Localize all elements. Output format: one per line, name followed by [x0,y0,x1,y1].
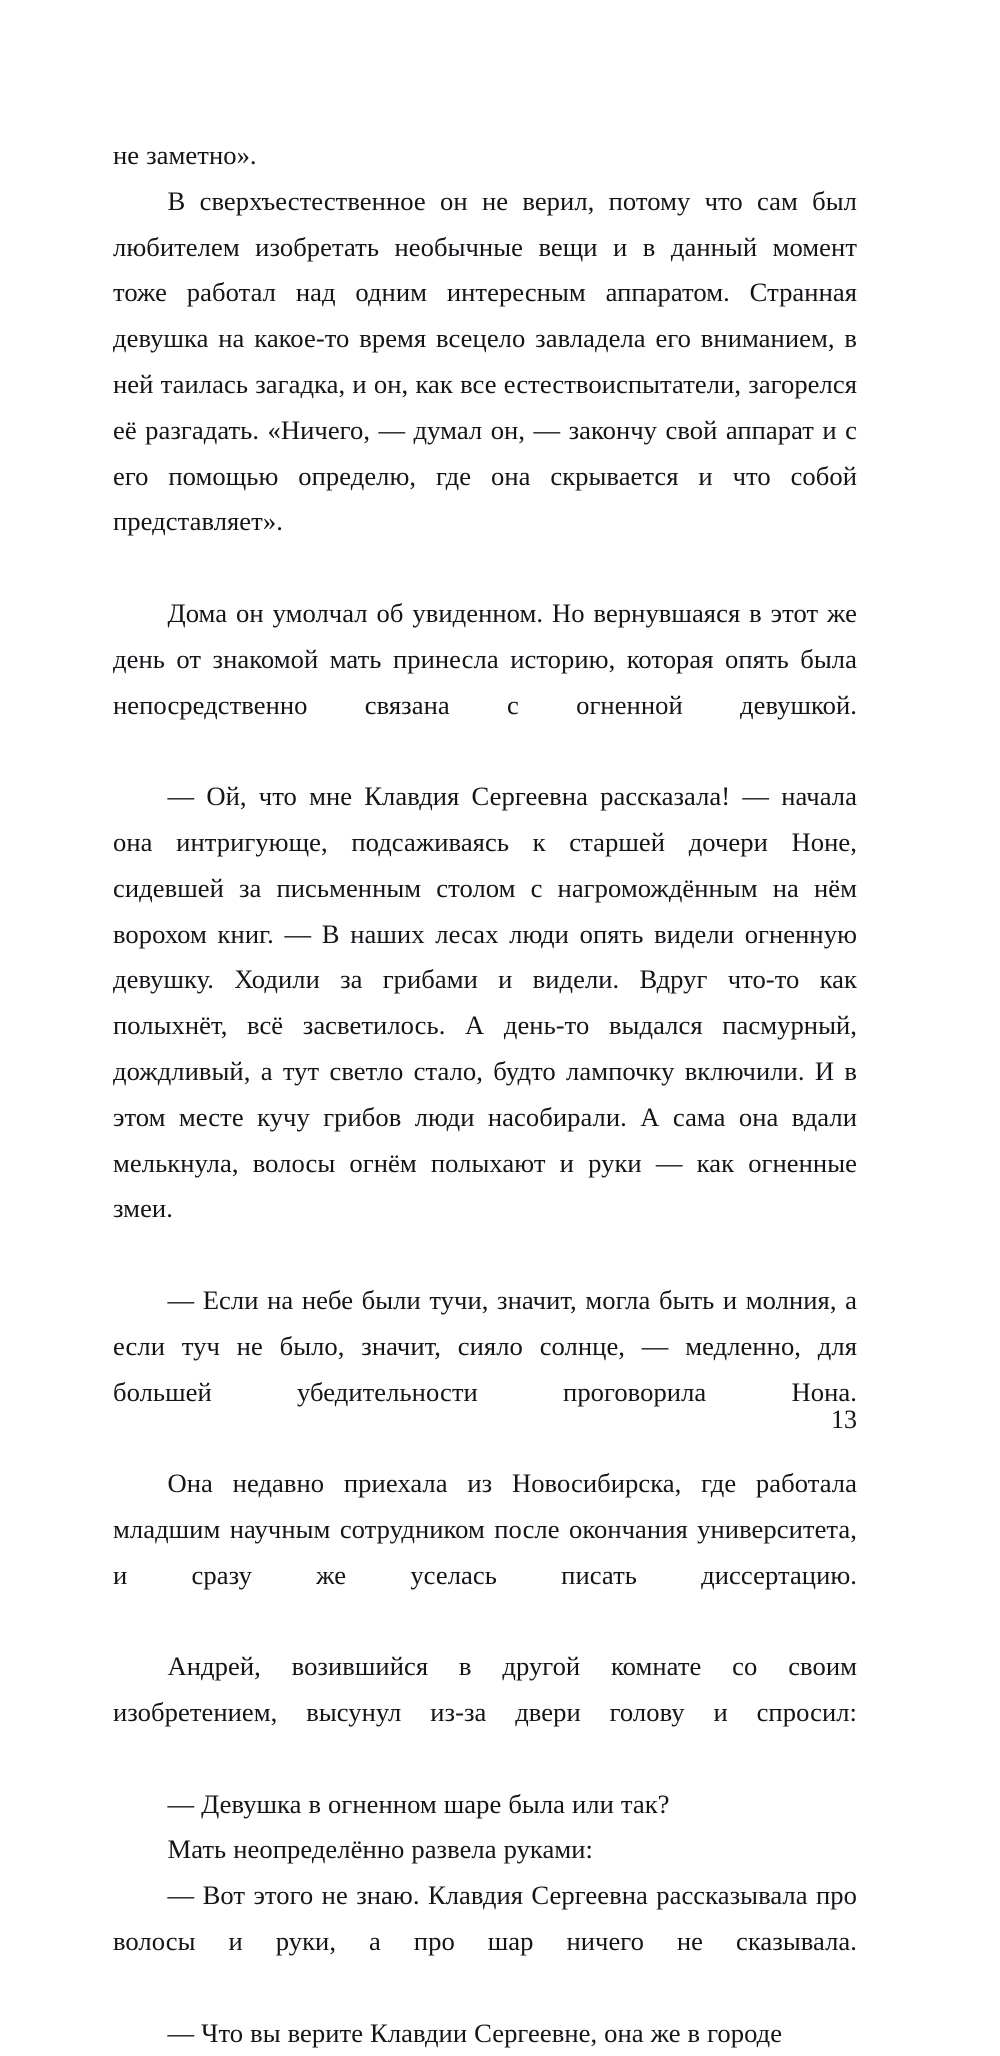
paragraph-klavdiya-told: — Ой, что мне Клавдия Сергеевна рассказала! — начала она интригующе, подсаживаясь к старшей дочери Ноне, сидевшей за письменным столом с нагромождённым на нём ворохом книг. — В наших лесах люди опять видели огненную девушку. Ходили за грибами и видели. Вдруг что-то как полыхнёт, всё засветилось. А день-то выдался пасмурный, дождливый, а тут светло стало, будто лампочку включили. И в этом месте кучу грибов люди насобирали. А сама она вдали мелькнула, волосы огнём полыхают и руки — как огненные змеи. [113,781,857,1224]
paragraph-mother-gesture: Мать неопределённо развела руками: [167,1834,593,1865]
paragraph-andrey-question: — Девушка в огненном шаре была или так? [167,1788,670,1819]
paragraph-continuation: не заметно». [113,140,257,170]
paragraph-supernatural: В сверхъестественное он не верил, потому что сам был любителем изобретать необычные вещи и в данный момент тоже работал над одним интересным аппаратом. Странная девушка на какое-то время всецело завладела его вниманием, в ней таилась загадка, и он, как все естествоиспытатели, загорелся её разгадать. «Ничего, — думал он, — закончу свой аппарат и с его помощью определю, где она скрывается и что собой представляет». [113,185,857,537]
paragraph-last-partial: — Что вы верите Клавдии Сергеевне, она же в городе [167,2017,783,2048]
paragraph-nona-reply: — Если на небе были тучи, значит, могла быть и молния, а если туч не было, значит, сияло солнце, — медленно, для большей убедительности проговорила Нона. [113,1284,857,1407]
paragraph-nona-background: Она недавно приехала из Новосибирска, где работала младшим научным сотрудником после окончания университета, и сразу же уселась писать диссертацию. [113,1468,857,1590]
paragraph-mother-answer: — Вот этого не знаю. Клавдия Сергеевна рассказывала про волосы и руки, а про шар ничего не сказывала. [113,1880,857,1957]
paragraph-andrey: Андрей, возившийся в другой комнате со своим изобретением, высунул из-за двери голову и спросил: [113,1651,857,1728]
body-text-column [113,133,857,2056]
page-number: 13 [831,1405,857,1434]
paragraph-at-home: Дома он умолчал об увиденном. Но вернувшаяся в этот же день от знакомой мать принесла историю, которая опять была непосредственно связана с огненной девушкой. [113,597,857,720]
